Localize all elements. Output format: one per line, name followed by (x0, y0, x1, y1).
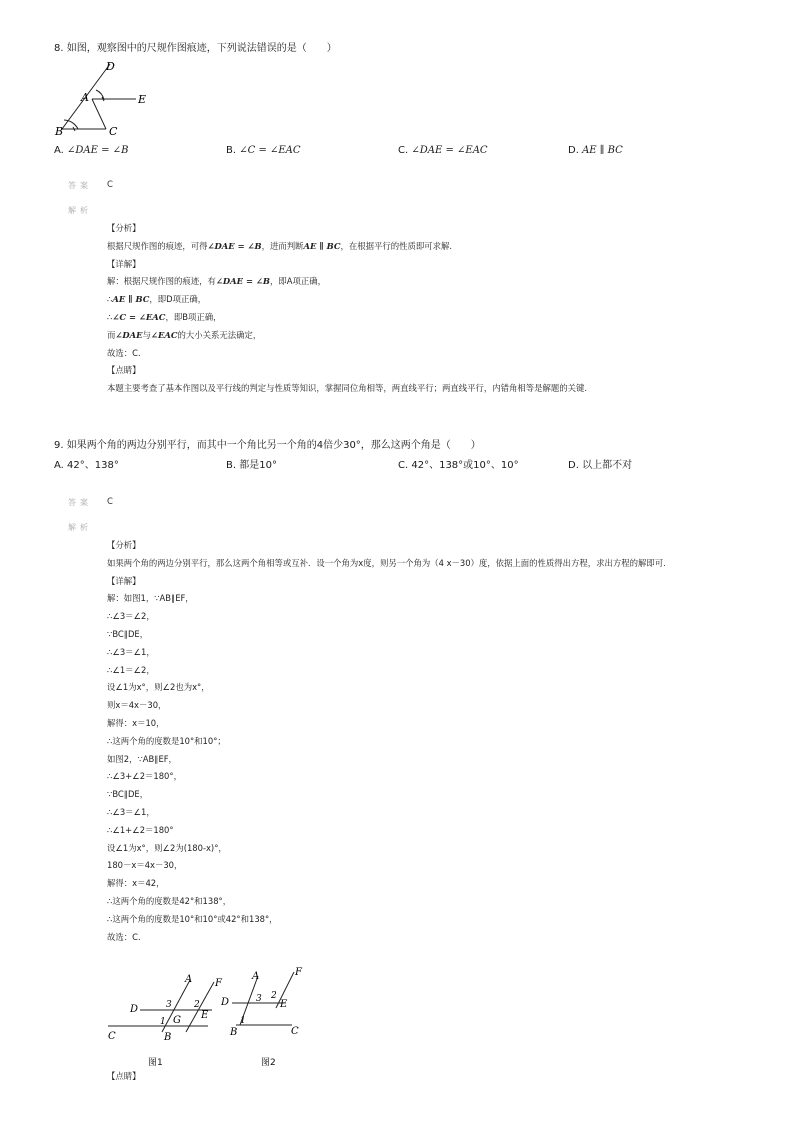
fig2-angle-3: 3 (256, 994, 262, 1004)
q9-figure-1-caption: 图1 (148, 1058, 163, 1068)
q9-detail-line: 设∠1为x°，则∠2为(180-x)°， (107, 842, 227, 853)
q8-detail-line: ∴∠C = ∠EAC，即B项正确， (107, 311, 222, 322)
q8-answer-value: C (107, 180, 113, 190)
fig1-angle-3: 3 (166, 1000, 172, 1010)
label-a: A (81, 91, 89, 104)
fig1-angle-1: 1 (160, 1017, 166, 1027)
q9-answer-value: C (107, 497, 113, 507)
q8-comment-text: 本题主要考查了基本作图以及平行线的判定与性质等知识，掌握同位角相等，两直线平行；两直线平行，内错角相等是解题的关键. (107, 383, 588, 394)
q8-option-a[interactable]: A. ∠DAE = ∠B (54, 145, 129, 156)
q9-detail-line: ∴这两个角的度数是10°和10°； (107, 735, 226, 746)
q8-answer-label: 答案 (68, 181, 92, 190)
fig1-label-e: E (201, 1010, 209, 1021)
label-d: D (106, 60, 115, 73)
label-e: E (138, 93, 147, 106)
q8-option-c[interactable]: C. ∠DAE = ∠EAC (398, 145, 488, 156)
q9-detail-line: 则x＝4x－30， (107, 700, 167, 711)
q9-detail-line: 180－x＝4x－30， (107, 860, 183, 871)
q9-analysis-head: 【分析】 (107, 540, 141, 550)
q8-analysis-label: 解析 (68, 206, 92, 215)
fig1-angle-2: 2 (194, 1000, 200, 1010)
fig2-label-d: D (221, 997, 230, 1008)
fig2-label-e: E (280, 999, 288, 1010)
fig1-label-b: B (164, 1032, 172, 1043)
q9-detail-line: ∵BC∥DE， (107, 628, 149, 639)
line-ac (92, 99, 106, 129)
q9-detail-line: 解得：x＝10， (107, 717, 165, 728)
q9-comment-head: 【点睛】 (107, 1071, 141, 1081)
label-b: B (55, 125, 64, 138)
q8-solution (107, 220, 727, 398)
q9-detail-line: 解得：x＝42， (107, 878, 165, 889)
q9-detail-head: 【详解】 (107, 575, 141, 586)
q9-option-a[interactable]: A. 42°、138° (54, 460, 119, 471)
fig1-label-c: C (108, 1031, 116, 1042)
q8-detail-line: ∴AE ∥ BC，即D项正确， (107, 294, 207, 305)
label-c: C (109, 125, 118, 138)
q8-comment-head: 【点睛】 (107, 365, 141, 376)
q8-detail-line: 解：根据尺规作图的痕迹，有∠DAE = ∠B，即A项正确， (107, 276, 326, 287)
fig2-label-a: A (252, 971, 260, 982)
q8-detail-line: 故选：C. (107, 347, 141, 358)
q8-analysis-text: 根据尺规作图的痕迹，可得∠DAE = ∠B，进而判断AE ∥ BC，在根据平行的性质即可求解. (107, 240, 453, 251)
q9-option-b[interactable]: B. 都是10° (226, 460, 277, 471)
fig2-angle-1: 1 (240, 1016, 246, 1026)
q8-stem: 8. 如图，观察图中的尺规作图痕迹，下列说法错误的是（ ） (54, 43, 337, 54)
q9-solution (107, 537, 727, 946)
q8-option-b[interactable]: B. ∠C = ∠EAC (226, 145, 301, 156)
q8-detail-head: 【详解】 (107, 258, 141, 269)
q9-analysis-text: 如果两个角的两边分别平行，那么这两个角相等或互补．设一个角为x度，则另一个角为（4 x－30）度，依据上面的性质得出方程，求出方程的解即可． (107, 557, 672, 568)
q9-detail-line: ∴∠1＝∠2， (107, 664, 155, 675)
fig1-label-f: F (215, 978, 222, 989)
q9-figure-2 (218, 966, 308, 1040)
q9-detail-line: ∴∠3＝∠1， (107, 806, 155, 817)
fig2-label-f: F (295, 967, 302, 978)
arc-b (64, 120, 78, 129)
q8-detail-line: 而∠DAE与∠EAC的大小关系无法确定， (107, 329, 262, 340)
q9-detail-line: ∴∠1+∠2＝180° (107, 824, 174, 835)
q9-detail-line: 设∠1为x°，则∠2也为x°， (107, 682, 210, 693)
q8-analysis-head: 【分析】 (107, 223, 141, 233)
q9-detail-line: ∴∠3＝∠1， (107, 646, 155, 657)
fig2-angle-2: 2 (271, 991, 277, 1001)
fig1-label-d: D (130, 1004, 139, 1015)
line-fg (186, 982, 214, 1032)
q9-detail-line: ∵BC∥DE， (107, 789, 149, 800)
q8-figure (52, 58, 162, 140)
q9-option-c[interactable]: C. 42°、138°或10°、10° (398, 460, 519, 471)
q9-stem: 9. 如果两个角的两边分别平行，而其中一个角比另一个角的4倍少30°，那么这两个角是（ ） (54, 440, 481, 451)
q9-answer-label: 答案 (68, 498, 92, 507)
q9-analysis-label: 解析 (68, 523, 92, 532)
q9-figure-1 (104, 972, 224, 1046)
q9-detail-line: ∴这两个角的度数是10°和10°或42°和138°， (107, 913, 278, 924)
q9-detail-line: ∴这两个角的度数是42°和138°， (107, 895, 232, 906)
q9-figure-2-caption: 图2 (261, 1058, 276, 1068)
fig1-label-a: A (185, 974, 193, 985)
q9-detail-line: 如图2，∵AB∥EF， (107, 753, 177, 764)
fig2-label-c: C (291, 1026, 299, 1037)
q9-option-d[interactable]: D. 以上都不对 (568, 460, 633, 471)
q8-option-d[interactable]: D. AE ∥ BC (568, 145, 623, 156)
fig1-label-g: G (173, 1015, 181, 1026)
fig2-label-b: B (230, 1027, 238, 1038)
q9-detail-line: 故选：C. (107, 931, 141, 942)
q9-detail-line: ∴∠3＝∠2， (107, 611, 155, 622)
q9-detail-line: ∴∠3+∠2＝180°， (107, 771, 182, 782)
q9-detail-line: 解：如图1，∵AB∥EF， (107, 593, 194, 604)
q9-comment (107, 1068, 727, 1086)
